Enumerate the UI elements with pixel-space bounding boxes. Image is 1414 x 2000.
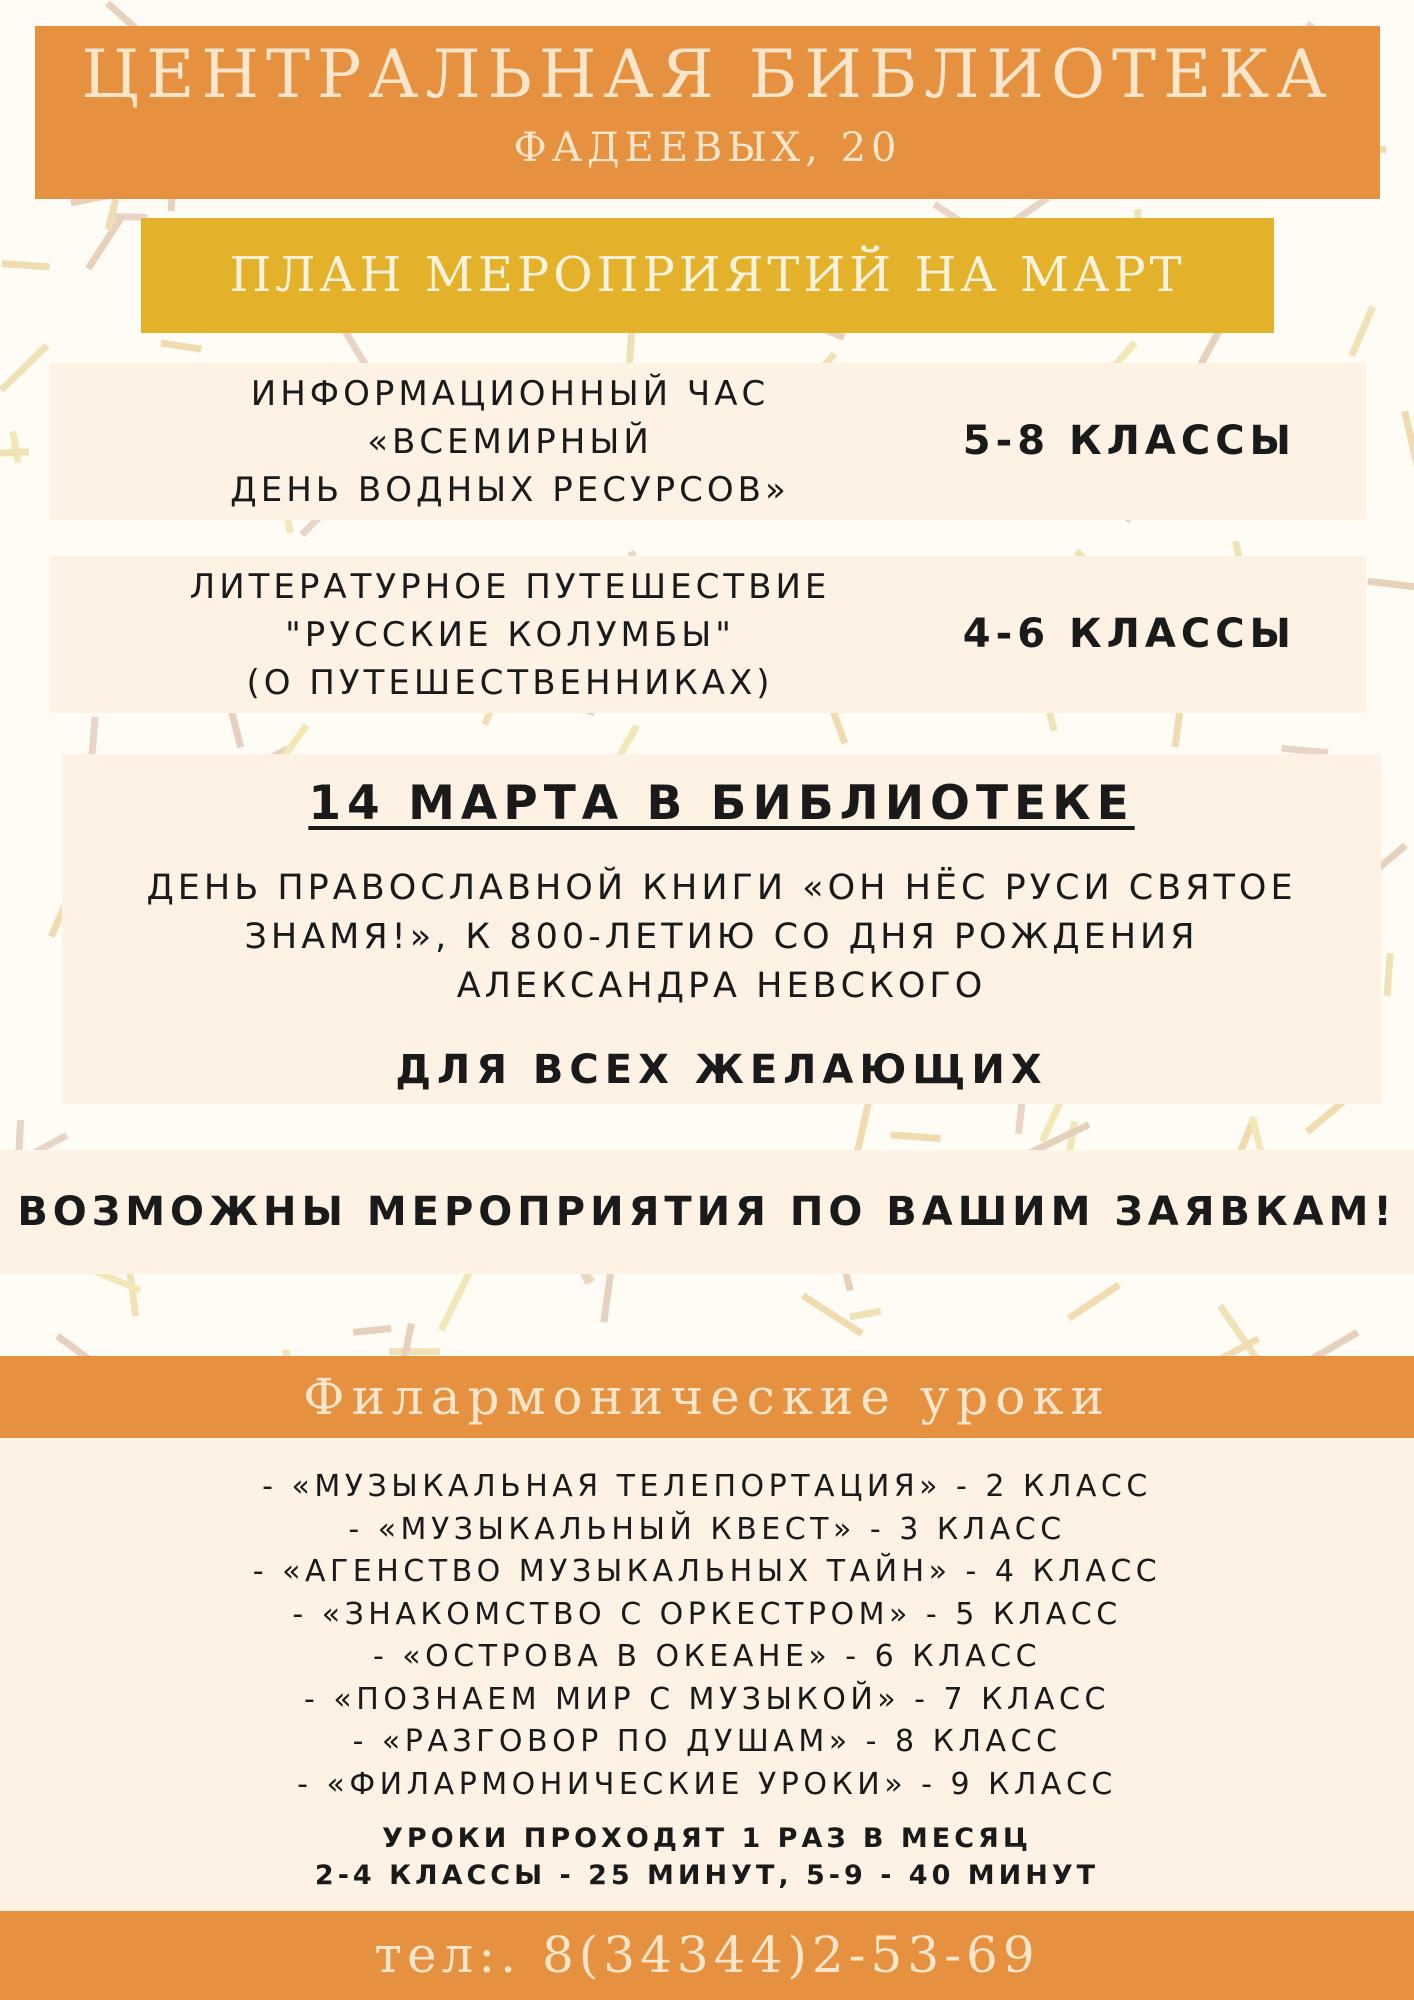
confetti-stroke [1, 345, 47, 390]
event-line: ЛИТЕРАТУРНОЕ ПУТЕШЕСТВИЕ [189, 566, 831, 607]
march-event-line: ДЕНЬ ПРАВОСЛАВНОЙ КНИГИ «ОН НЁС РУСИ СВЯТОЕ [146, 868, 1297, 908]
list-item: - «ЗНАКОМСТВО С ОРКЕСТРОМ» - 5 КЛАСС [292, 1596, 1122, 1632]
note-line: УРОКИ ПРОХОДЯТ 1 РАЗ В МЕСЯЦ [382, 1823, 1032, 1854]
march-event-line: ЗНАМЯ!», К 800-ЛЕТИЮ СО ДНЯ РОЖДЕНИЯ [244, 917, 1199, 957]
confetti-stroke [604, 1270, 611, 1322]
confetti-stroke [13, 432, 18, 463]
march-event-audience: ДЛЯ ВСЕХ ЖЕЛАЮЩИХ [395, 1047, 1048, 1093]
event-grade: 4-6 КЛАССЫ [962, 611, 1296, 657]
requests-note: ВОЗМОЖНЫ МЕРОПРИЯТИЯ ПО ВАШИМ ЗАЯВКАМ! [0, 1150, 1414, 1274]
confetti-stroke [441, 1268, 471, 1330]
list-item: - «АГЕНСТВО МУЗЫКАЛЬНЫХ ТАЙН» - 4 КЛАСС [252, 1554, 1162, 1589]
library-address: ФАДЕЕВЫХ, 20 [513, 125, 902, 171]
confetti-stroke [129, 1268, 135, 1316]
event-line: ИНФОРМАЦИОННЫЙ ЧАС [250, 373, 770, 414]
list-item: - «МУЗЫКАЛЬНАЯ ТЕЛЕПОРТАЦИЯ» - 2 КЛАСС [262, 1469, 1152, 1504]
note-line: 2-4 КЛАССЫ - 25 МИНУТ, 5-9 - 40 МИНУТ [314, 1860, 1100, 1891]
confetti-stroke [1029, 1125, 1089, 1154]
confetti-stroke [1352, 307, 1373, 356]
event-line: «ВСЕМИРНЫЙ [367, 421, 653, 462]
march-event-title: 14 МАРТА В БИБЛИОТЕКЕ [308, 776, 1135, 831]
confetti-stroke [891, 1135, 941, 1139]
list-item: - «ПОЗНАЕМ МИР С МУЗЫКОЙ» - 7 КЛАСС [304, 1681, 1110, 1717]
list-item: - «ФИЛАРМОНИЧЕСКИЕ УРОКИ» - 9 КЛАСС [297, 1766, 1117, 1802]
list-item: - «МУЗЫКАЛЬНЫЙ КВЕСТ» - 3 КЛАСС [348, 1511, 1066, 1547]
philharmonic-list [0, 1466, 1414, 1806]
library-title: ЦЕНТРАЛЬНАЯ БИБЛИОТЕКА [81, 36, 1334, 113]
confetti-stroke [2, 264, 50, 267]
march-event-card [62, 754, 1381, 1104]
event-grade: 5-8 КЛАССЫ [962, 418, 1296, 464]
library-header [35, 26, 1380, 199]
event-card [50, 363, 1366, 520]
confetti-stroke [161, 343, 201, 349]
march-event-description [62, 864, 1381, 1011]
confetti-stroke [0, 452, 29, 454]
list-item: - «РАЗГОВОР ПО ДУШАМ» - 8 КЛАСС [352, 1724, 1062, 1759]
phone-number: тел:. 8(34344)2-53-69 [0, 1911, 1414, 2000]
confetti-stroke [88, 216, 122, 269]
event-description [90, 556, 930, 713]
event-card [50, 556, 1366, 713]
philharmonic-section [0, 1438, 1414, 1911]
event-description [90, 363, 930, 520]
plan-title: ПЛАН МЕРОПРИЯТИЙ НА МАРТ [141, 218, 1274, 333]
confetti-stroke [1405, 411, 1414, 468]
event-line: (О ПУТЕШЕСТВЕННИКАХ) [246, 662, 774, 703]
march-event-line: АЛЕКСАНДРА НЕВСКОГО [456, 966, 987, 1006]
confetti-stroke [1368, 581, 1414, 590]
confetti-stroke [1387, 953, 1390, 995]
confetti-stroke [1069, 1285, 1119, 1319]
event-line: "РУССКИЕ КОЛУМБЫ" [285, 614, 735, 655]
confetti-stroke [1252, 1118, 1261, 1154]
philharmonic-title: Филармонические уроки [0, 1356, 1414, 1438]
event-line: ДЕНЬ ВОДНЫХ РЕСУРСОВ» [230, 469, 790, 510]
philharmonic-schedule-note [0, 1820, 1414, 1894]
list-item: - «ОСТРОВА В ОКЕАНЕ» - 6 КЛАСС [372, 1639, 1042, 1674]
confetti-stroke [19, 1120, 20, 1150]
confetti-stroke [850, 1311, 881, 1317]
confetti-stroke [353, 1329, 391, 1333]
confetti-stroke [1282, 748, 1329, 752]
